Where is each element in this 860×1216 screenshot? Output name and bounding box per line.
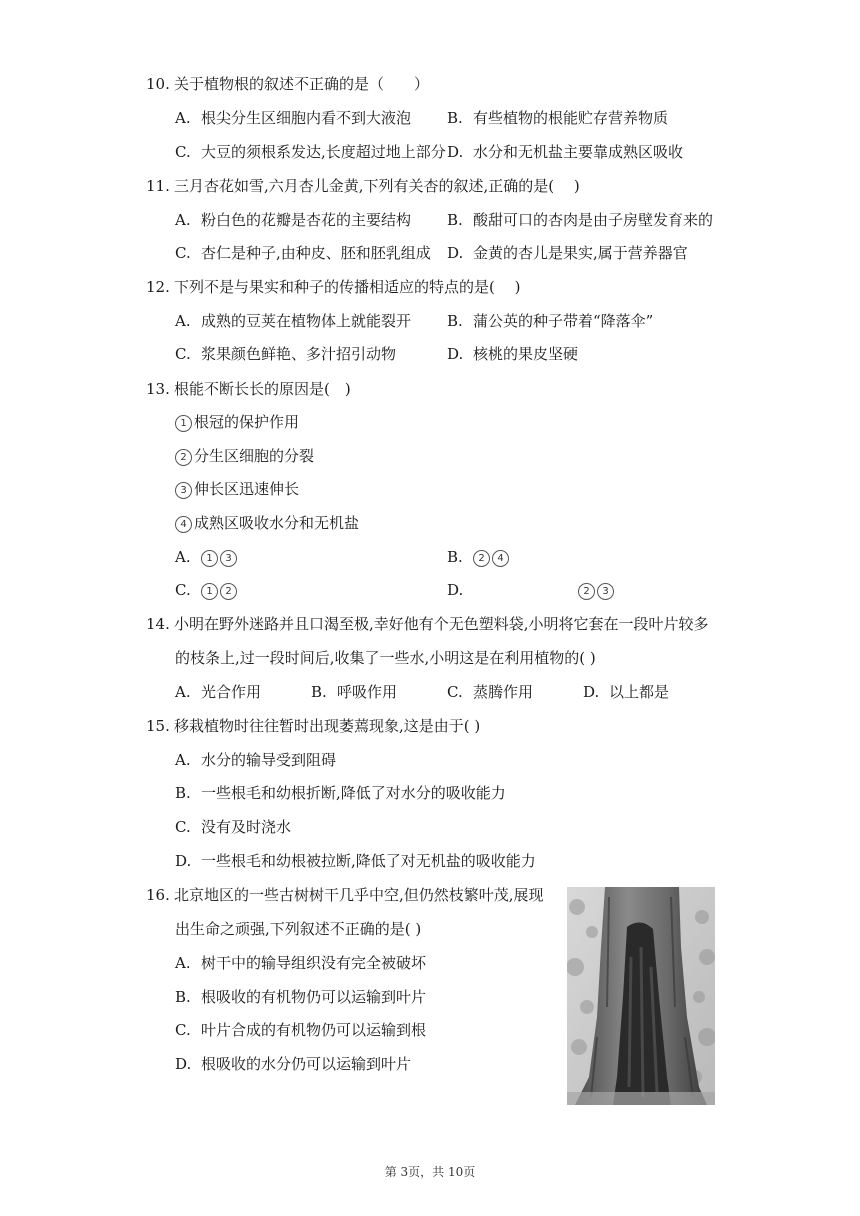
option-d: D. 核桃的果皮坚硬 [447,345,579,363]
page-footer: 第 3页，共 10页 [384,1165,476,1179]
hollow-tree-photo [567,887,715,1105]
question-text: 下列不是与果实和种子的传播相适应的特点的是( ) [174,278,521,296]
option-b: B. 一些根毛和幼根折断,降低了对水分的吸收能力 [175,784,506,802]
question-text: 移栽植物时往往暂时出现萎蔫现象,这是由于( ) [174,717,481,735]
question-13 [146,379,351,399]
option-b: B. 蒲公英的种子带着“降落伞” [447,312,654,330]
option-c: C. 1 2 [175,580,239,600]
question-text: 根能不断长长的原因是( ) [174,380,351,398]
option-d: D. 金黄的杏儿是果实,属于营养器官 [447,244,688,262]
option-a: A. 粉白色的花瓣是杏花的主要结构 [175,211,412,229]
question-number: 13. [146,380,170,398]
option-a: A. 光合作用 [175,683,262,701]
option-a: A. 1 3 [175,547,239,567]
circled-number: 1 [175,415,192,432]
question-text: 小明在野外迷路并且口渴至极,幸好他有个无色塑料袋,小明将它套在一段叶片较多 [174,615,709,633]
option-d: D. [447,581,464,599]
option-d: D. 水分和无机盐主要靠成熟区吸收 [447,143,684,161]
question-number: 12. [146,278,170,296]
circled-number: 4 [175,516,192,533]
option-c: C. 浆果颜色鲜艳、多汁招引动物 [175,345,397,363]
question-text-continued: 的枝条上,过一段时间后,收集了一些水,小明这是在利用植物的( ) [175,649,596,667]
option-d: D. 一些根毛和幼根被拉断,降低了对无机盐的吸收能力 [175,852,536,870]
question-number: 11. [146,177,170,195]
option-d: D. 以上都是 [583,683,670,701]
question-number: 16. [146,886,170,904]
statement-4: 4 成熟区吸收水分和无机盐 [175,513,359,533]
question-number: 14. [146,615,170,633]
statement-1: 1 根冠的保护作用 [175,412,299,432]
circled-number: 2 [175,449,192,466]
option-a: A. 树干中的输导组织没有完全被破坏 [175,954,427,972]
circled-number: 3 [175,482,192,499]
option-a: A. 根尖分生区细胞内看不到大液泡 [175,109,412,127]
option-b: B. 有些植物的根能贮存营养物质 [447,109,669,127]
option-c: C. 没有及时浇水 [175,818,292,836]
question-16 [146,885,544,905]
question-number: 10. [146,75,170,93]
question-text: 三月杏花如雪,六月杏儿金黄,下列有关杏的叙述,正确的是( ) [174,177,580,195]
option-c: C. 杏仁是种子,由种皮、胚和胚乳组成 [175,244,431,262]
option-b: B. 呼吸作用 [311,683,398,701]
question-15 [146,716,480,736]
option-d-marks: 2 3 [578,580,616,600]
option-d: D. 根吸收的水分仍可以运输到叶片 [175,1055,412,1073]
statement-3: 3 伸长区迅速伸长 [175,479,299,499]
question-11 [146,176,580,196]
option-b: B. 2 4 [447,547,511,567]
question-14 [146,614,709,634]
option-c: C. 大豆的须根系发达,长度超过地上部分 [175,143,446,161]
option-c: C. 蒸腾作用 [447,683,534,701]
option-a: A. 成熟的豆荚在植物体上就能裂开 [175,312,412,330]
statement-2: 2 分生区细胞的分裂 [175,446,314,466]
question-12 [146,277,520,297]
question-text: 北京地区的一些古树树干几乎中空,但仍然枝繁叶茂,展现 [174,886,544,904]
question-text: 关于植物根的叙述不正确的是（ ） [174,75,430,93]
option-b: B. 根吸收的有机物仍可以运输到叶片 [175,988,427,1006]
option-c: C. 叶片合成的有机物仍可以运输到根 [175,1021,427,1039]
option-a: A. 水分的输导受到阻碍 [175,751,337,769]
question-text-continued: 出生命之顽强,下列叙述不正确的是( ) [175,920,422,938]
question-number: 15. [146,717,170,735]
option-b: B. 酸甜可口的杏肉是由子房壁发育来的 [447,211,714,229]
question-10 [146,74,429,94]
